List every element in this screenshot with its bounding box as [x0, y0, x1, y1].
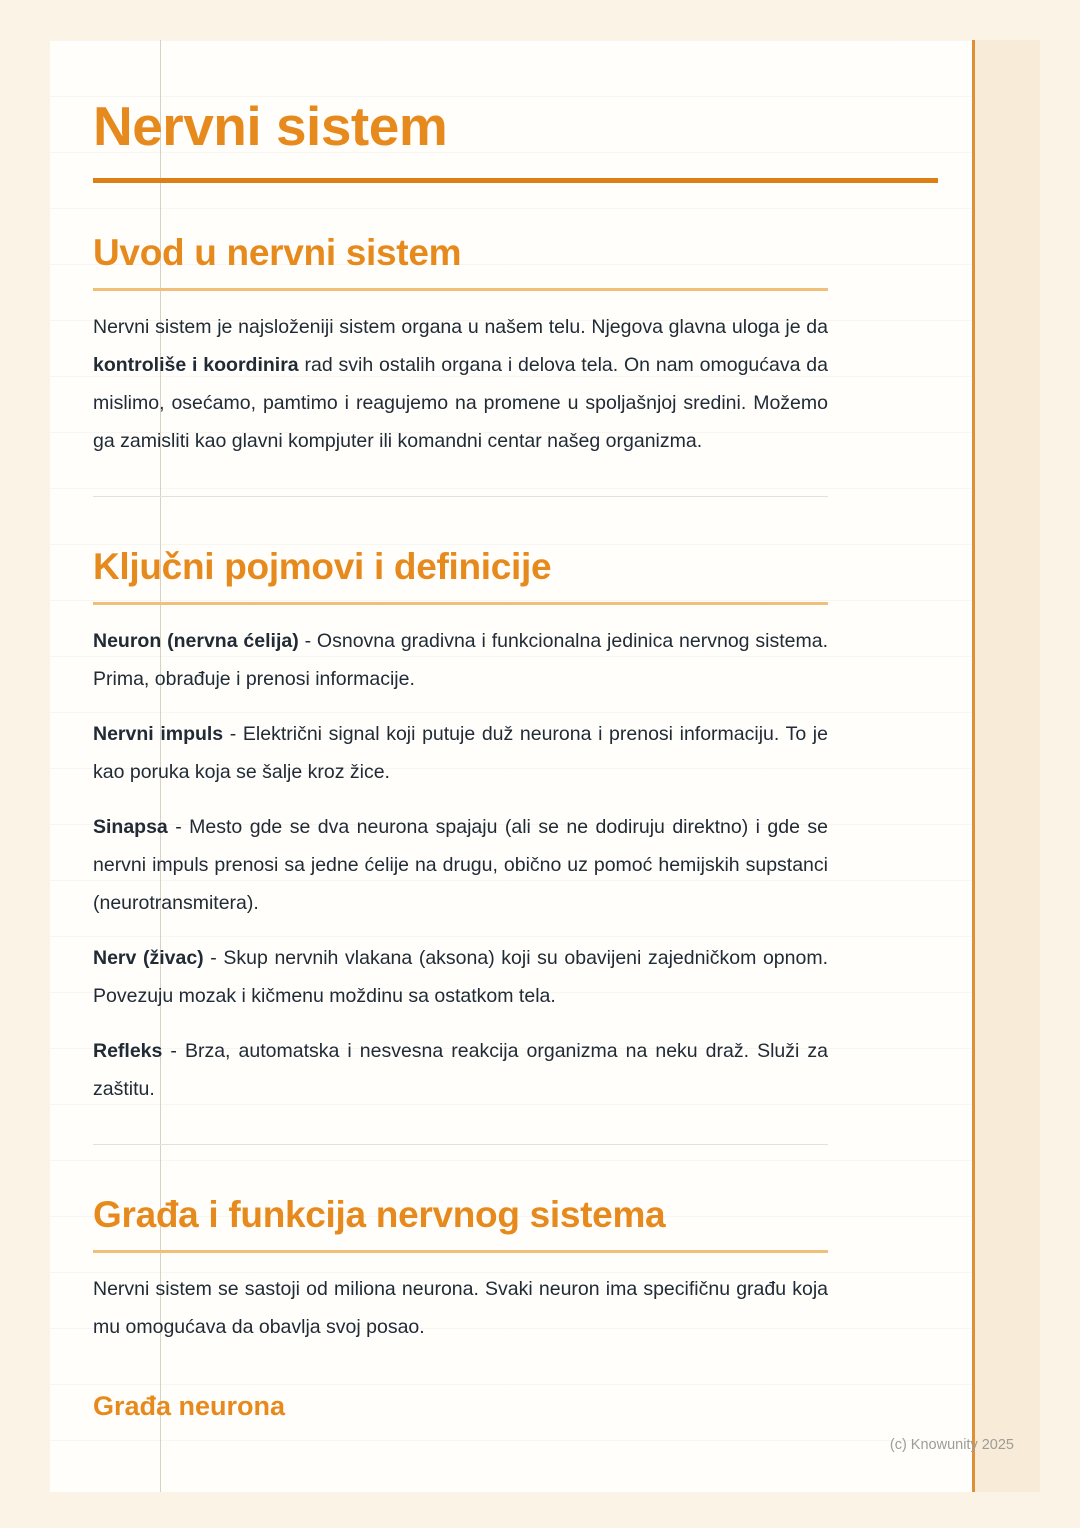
- term-label: Nerv (živac): [93, 947, 204, 969]
- paragraph-term-refleks: [93, 1032, 828, 1108]
- section-heading-uvod: Uvod u nervni sistem: [93, 231, 828, 291]
- paragraph-intro: [93, 308, 828, 460]
- title-rule: [93, 178, 938, 183]
- term-label: Neuron (nervna ćelija): [93, 630, 299, 652]
- paragraph-term-nervni-impuls: [93, 715, 828, 791]
- page-title: Nervni sistem: [93, 95, 448, 157]
- right-margin-line: [972, 40, 975, 1492]
- paragraph-term-sinapsa: [93, 808, 828, 922]
- note-content: [93, 96, 828, 1422]
- term-definition: - Električni signal koji putuje duž neurona i prenosi informaciju. To je kao poruka koja se šalje kroz žice.: [93, 723, 828, 783]
- copyright-footer: (c) Knowunity 2025: [889, 1437, 1014, 1453]
- subsection-heading-gradja-neurona: Građa neurona: [93, 1391, 286, 1421]
- section-divider: [93, 496, 828, 497]
- paragraph-gradja: [93, 1270, 828, 1346]
- term-label: Refleks: [93, 1040, 163, 1062]
- term-definition: - Skup nervnih vlakana (aksona) koji su obavijeni zajedničkom opnom. Povezuju mozak i kičmenu moždinu sa ostatkom tela.: [93, 947, 829, 1007]
- term-definition: - Mesto gde se dva neurona spajaju (ali se ne dodiruju direktno) i gde se nervni impuls prenosi sa jedne ćelije na drugu, obično uz pomoć hemijskih supstanci (neurotransmitera).: [93, 816, 828, 914]
- text-run: Nervni sistem je najsloženiji sistem organa u našem telu. Njegova glavna uloga je da: [93, 316, 828, 338]
- term-definition: - Brza, automatska i nesvesna reakcija organizma na neku draž. Služi za zaštitu.: [93, 1040, 828, 1100]
- text-run-bold: kontroliše i koordinira: [93, 354, 299, 376]
- paragraph-term-nerv: [93, 939, 828, 1015]
- section-heading-gradja: Građa i funkcija nervnog sistema: [93, 1193, 828, 1253]
- right-margin-strip: [975, 40, 1040, 1492]
- text-run: rad svih ostalih organa i delova tela. On nam omogućava da mislimo, osećamo, pamtimo i reagujemo na promene u spoljašnjoj sredini. Možemo ga zamisliti kao glavni kompjuter ili komandni centar našeg organizma.: [93, 354, 828, 452]
- paragraph-term-neuron: [93, 622, 828, 698]
- text-run: Nervni sistem se sastoji od miliona neurona. Svaki neuron ima specifičnu građu koja mu omogućava da obavlja svoj posao.: [93, 1278, 828, 1338]
- section-heading-pojmovi: Ključni pojmovi i definicije: [93, 545, 828, 605]
- term-label: Nervni impuls: [93, 723, 224, 745]
- term-label: Sinapsa: [93, 816, 168, 838]
- section-divider: [93, 1144, 828, 1145]
- term-definition: - Osnovna gradivna i funkcionalna jedinica nervnog sistema. Prima, obrađuje i prenosi informacije.: [93, 630, 828, 690]
